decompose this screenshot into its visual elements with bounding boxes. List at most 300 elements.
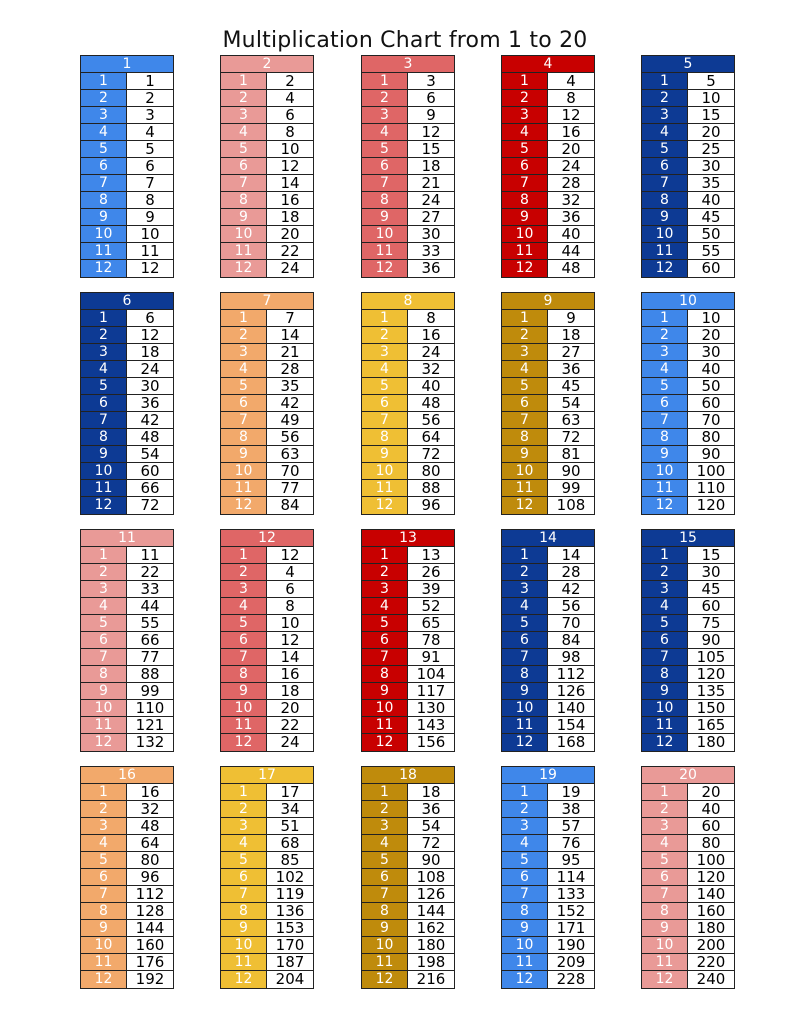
table-row <box>81 886 173 903</box>
product-cell: 16 <box>267 192 313 208</box>
multiplier-cell: 10 <box>362 937 408 953</box>
table-row <box>221 615 313 632</box>
table-header: 15 <box>642 530 734 547</box>
table-row <box>642 497 734 514</box>
multiplier-cell: 6 <box>362 158 408 174</box>
multiplier-cell: 1 <box>502 73 548 89</box>
table-row <box>81 734 173 751</box>
multiplier-cell: 5 <box>81 141 127 157</box>
table-row <box>362 497 454 514</box>
product-cell: 28 <box>267 361 313 377</box>
table-row <box>642 615 734 632</box>
table-row <box>642 886 734 903</box>
multiplier-cell: 5 <box>642 378 688 394</box>
product-cell: 110 <box>688 480 734 496</box>
table-row <box>362 175 454 192</box>
table-row <box>221 632 313 649</box>
product-cell: 10 <box>688 310 734 326</box>
multiplier-cell: 2 <box>642 327 688 343</box>
multiplier-cell: 3 <box>221 344 267 360</box>
multiplier-cell: 6 <box>642 395 688 411</box>
product-cell: 80 <box>688 429 734 445</box>
multiplier-cell: 1 <box>362 547 408 563</box>
table-row <box>362 243 454 260</box>
table-row <box>81 683 173 700</box>
table-row <box>221 903 313 920</box>
multiplier-cell: 4 <box>502 598 548 614</box>
product-cell: 27 <box>548 344 594 360</box>
multiplier-cell: 9 <box>362 446 408 462</box>
multiplier-cell: 9 <box>221 683 267 699</box>
multiplier-cell: 2 <box>81 90 127 106</box>
product-cell: 12 <box>267 632 313 648</box>
product-cell: 34 <box>267 801 313 817</box>
table-row <box>81 141 173 158</box>
product-cell: 40 <box>688 192 734 208</box>
multiplier-cell: 8 <box>81 192 127 208</box>
table-row <box>642 632 734 649</box>
product-cell: 11 <box>127 243 173 259</box>
table-row <box>642 920 734 937</box>
multiplier-cell: 5 <box>502 615 548 631</box>
multiplier-cell: 5 <box>362 141 408 157</box>
product-cell: 119 <box>267 886 313 902</box>
times-table-20 <box>641 766 735 989</box>
table-row <box>502 903 594 920</box>
multiplier-cell: 8 <box>642 903 688 919</box>
multiplier-cell: 2 <box>221 327 267 343</box>
times-table-16 <box>80 766 174 989</box>
product-cell: 3 <box>408 73 454 89</box>
times-table-6 <box>80 292 174 515</box>
multiplier-cell: 1 <box>642 784 688 800</box>
product-cell: 65 <box>408 615 454 631</box>
product-cell: 105 <box>688 649 734 665</box>
multiplier-cell: 9 <box>642 920 688 936</box>
product-cell: 30 <box>688 158 734 174</box>
product-cell: 165 <box>688 717 734 733</box>
table-header: 3 <box>362 56 454 73</box>
multiplier-cell: 4 <box>221 835 267 851</box>
multiplier-cell: 8 <box>221 192 267 208</box>
table-row <box>502 615 594 632</box>
multiplier-cell: 10 <box>502 937 548 953</box>
table-row <box>362 903 454 920</box>
table-row <box>362 260 454 277</box>
product-cell: 20 <box>688 784 734 800</box>
multiplier-cell: 10 <box>502 463 548 479</box>
product-cell: 20 <box>688 327 734 343</box>
product-cell: 170 <box>267 937 313 953</box>
multiplier-cell: 12 <box>502 734 548 751</box>
table-row <box>221 683 313 700</box>
multiplier-cell: 9 <box>502 209 548 225</box>
table-row <box>221 564 313 581</box>
multiplier-cell: 6 <box>362 395 408 411</box>
table-row <box>81 564 173 581</box>
multiplier-cell: 7 <box>502 886 548 902</box>
multiplier-cell: 6 <box>221 869 267 885</box>
table-row <box>502 395 594 412</box>
multiplier-cell: 12 <box>81 260 127 277</box>
multiplier-cell: 10 <box>362 700 408 716</box>
multiplier-cell: 2 <box>81 327 127 343</box>
times-table-3 <box>361 55 455 278</box>
multiplier-cell: 3 <box>642 107 688 123</box>
product-cell: 54 <box>127 446 173 462</box>
multiplier-cell: 9 <box>502 920 548 936</box>
product-cell: 28 <box>548 175 594 191</box>
multiplier-cell: 9 <box>502 446 548 462</box>
multiplier-cell: 2 <box>502 564 548 580</box>
multiplier-cell: 10 <box>502 226 548 242</box>
multiplier-cell: 5 <box>642 615 688 631</box>
multiplier-cell: 11 <box>81 480 127 496</box>
product-cell: 128 <box>127 903 173 919</box>
table-row <box>221 920 313 937</box>
multiplier-cell: 11 <box>81 954 127 970</box>
product-cell: 22 <box>267 717 313 733</box>
table-row <box>81 361 173 378</box>
table-row <box>81 615 173 632</box>
table-row <box>502 818 594 835</box>
multiplier-cell: 5 <box>81 852 127 868</box>
times-table-5 <box>641 55 735 278</box>
table-row <box>81 327 173 344</box>
product-cell: 18 <box>267 209 313 225</box>
multiplier-cell: 2 <box>221 564 267 580</box>
multiplier-cell: 3 <box>81 818 127 834</box>
product-cell: 99 <box>127 683 173 699</box>
table-row <box>221 937 313 954</box>
table-row <box>81 395 173 412</box>
multiplier-cell: 8 <box>362 192 408 208</box>
multiplier-cell: 5 <box>502 852 548 868</box>
product-cell: 5 <box>688 73 734 89</box>
product-cell: 35 <box>688 175 734 191</box>
table-row <box>362 818 454 835</box>
table-row <box>362 971 454 988</box>
multiplier-cell: 3 <box>502 818 548 834</box>
product-cell: 8 <box>408 310 454 326</box>
table-row <box>81 90 173 107</box>
multiplier-cell: 1 <box>81 784 127 800</box>
product-cell: 120 <box>688 666 734 682</box>
product-cell: 16 <box>267 666 313 682</box>
multiplier-cell: 2 <box>81 564 127 580</box>
multiplier-cell: 9 <box>642 446 688 462</box>
product-cell: 56 <box>548 598 594 614</box>
multiplier-cell: 11 <box>221 480 267 496</box>
product-cell: 112 <box>127 886 173 902</box>
table-row <box>362 73 454 90</box>
table-row <box>81 243 173 260</box>
table-row <box>362 801 454 818</box>
product-cell: 45 <box>688 209 734 225</box>
multiplier-cell: 12 <box>642 971 688 988</box>
product-cell: 156 <box>408 734 454 751</box>
multiplier-cell: 7 <box>362 412 408 428</box>
product-cell: 21 <box>267 344 313 360</box>
table-header: 6 <box>81 293 173 310</box>
product-cell: 90 <box>688 632 734 648</box>
multiplier-cell: 3 <box>81 107 127 123</box>
product-cell: 20 <box>548 141 594 157</box>
product-cell: 12 <box>127 260 173 277</box>
product-cell: 150 <box>688 700 734 716</box>
table-row <box>642 107 734 124</box>
multiplier-cell: 11 <box>81 243 127 259</box>
product-cell: 32 <box>548 192 594 208</box>
table-row <box>502 192 594 209</box>
product-cell: 126 <box>408 886 454 902</box>
table-row <box>221 429 313 446</box>
table-row <box>502 954 594 971</box>
table-row <box>81 632 173 649</box>
multiplier-cell: 6 <box>642 632 688 648</box>
product-cell: 78 <box>408 632 454 648</box>
table-row <box>81 429 173 446</box>
table-row <box>502 412 594 429</box>
multiplier-cell: 7 <box>362 886 408 902</box>
multiplier-cell: 10 <box>221 937 267 953</box>
product-cell: 30 <box>688 344 734 360</box>
product-cell: 60 <box>688 260 734 277</box>
product-cell: 96 <box>127 869 173 885</box>
table-row <box>362 717 454 734</box>
multiplier-cell: 11 <box>502 480 548 496</box>
multiplier-cell: 10 <box>502 700 548 716</box>
multiplier-cell: 9 <box>81 209 127 225</box>
table-header: 16 <box>81 767 173 784</box>
multiplier-cell: 3 <box>221 107 267 123</box>
table-row <box>642 649 734 666</box>
product-cell: 133 <box>548 886 594 902</box>
times-table-18 <box>361 766 455 989</box>
table-row <box>502 429 594 446</box>
table-header: 13 <box>362 530 454 547</box>
multiplier-cell: 12 <box>221 497 267 514</box>
product-cell: 190 <box>548 937 594 953</box>
table-row <box>81 835 173 852</box>
multiplier-cell: 12 <box>642 260 688 277</box>
table-header: 9 <box>502 293 594 310</box>
multiplier-cell: 11 <box>502 243 548 259</box>
table-row <box>362 361 454 378</box>
table-row <box>642 344 734 361</box>
times-table-13 <box>361 529 455 752</box>
product-cell: 24 <box>548 158 594 174</box>
table-row <box>642 243 734 260</box>
product-cell: 102 <box>267 869 313 885</box>
table-row <box>362 649 454 666</box>
multiplier-cell: 2 <box>642 564 688 580</box>
product-cell: 63 <box>548 412 594 428</box>
table-row <box>81 801 173 818</box>
product-cell: 42 <box>267 395 313 411</box>
product-cell: 54 <box>408 818 454 834</box>
table-row <box>362 683 454 700</box>
product-cell: 14 <box>267 327 313 343</box>
product-cell: 66 <box>127 480 173 496</box>
multiplier-cell: 5 <box>362 378 408 394</box>
product-cell: 6 <box>267 581 313 597</box>
table-row <box>362 564 454 581</box>
product-cell: 76 <box>548 835 594 851</box>
multiplier-cell: 6 <box>502 632 548 648</box>
product-cell: 16 <box>408 327 454 343</box>
table-row <box>502 869 594 886</box>
multiplier-cell: 4 <box>502 124 548 140</box>
table-row <box>362 90 454 107</box>
product-cell: 160 <box>127 937 173 953</box>
multiplier-cell: 3 <box>81 344 127 360</box>
product-cell: 187 <box>267 954 313 970</box>
product-cell: 9 <box>548 310 594 326</box>
multiplier-cell: 6 <box>81 869 127 885</box>
table-row <box>221 446 313 463</box>
table-row <box>221 480 313 497</box>
product-cell: 4 <box>127 124 173 140</box>
product-cell: 63 <box>267 446 313 462</box>
table-row <box>502 784 594 801</box>
product-cell: 98 <box>548 649 594 665</box>
table-row <box>362 412 454 429</box>
product-cell: 9 <box>408 107 454 123</box>
multiplier-cell: 6 <box>81 395 127 411</box>
product-cell: 24 <box>127 361 173 377</box>
product-cell: 84 <box>548 632 594 648</box>
table-row <box>81 226 173 243</box>
table-row <box>642 310 734 327</box>
table-row <box>221 107 313 124</box>
times-table-17 <box>220 766 314 989</box>
table-row <box>642 463 734 480</box>
multiplier-cell: 9 <box>362 683 408 699</box>
table-row <box>642 852 734 869</box>
product-cell: 80 <box>688 835 734 851</box>
multiplier-cell: 1 <box>502 547 548 563</box>
product-cell: 24 <box>408 192 454 208</box>
table-row <box>502 835 594 852</box>
multiplier-cell: 4 <box>362 124 408 140</box>
multiplier-cell: 8 <box>81 666 127 682</box>
table-row <box>502 243 594 260</box>
product-cell: 48 <box>408 395 454 411</box>
multiplier-cell: 10 <box>362 463 408 479</box>
multiplier-cell: 12 <box>362 260 408 277</box>
multiplier-cell: 10 <box>642 937 688 953</box>
table-row <box>502 700 594 717</box>
product-cell: 198 <box>408 954 454 970</box>
product-cell: 8 <box>548 90 594 106</box>
table-row <box>642 835 734 852</box>
table-row <box>221 327 313 344</box>
multiplier-cell: 6 <box>221 158 267 174</box>
multiplier-cell: 7 <box>642 175 688 191</box>
table-row <box>502 73 594 90</box>
table-row <box>81 784 173 801</box>
product-cell: 64 <box>127 835 173 851</box>
multiplier-cell: 7 <box>221 886 267 902</box>
product-cell: 72 <box>127 497 173 514</box>
product-cell: 144 <box>127 920 173 936</box>
multiplier-cell: 6 <box>362 869 408 885</box>
product-cell: 100 <box>688 463 734 479</box>
product-cell: 24 <box>408 344 454 360</box>
multiplier-cell: 7 <box>642 412 688 428</box>
product-cell: 70 <box>548 615 594 631</box>
product-cell: 48 <box>127 429 173 445</box>
multiplier-cell: 8 <box>81 903 127 919</box>
product-cell: 112 <box>548 666 594 682</box>
table-row <box>362 547 454 564</box>
product-cell: 12 <box>548 107 594 123</box>
multiplier-cell: 12 <box>502 971 548 988</box>
product-cell: 50 <box>688 378 734 394</box>
table-row <box>362 480 454 497</box>
product-cell: 204 <box>267 971 313 988</box>
table-row <box>642 683 734 700</box>
multiplier-cell: 1 <box>81 547 127 563</box>
product-cell: 45 <box>548 378 594 394</box>
table-row <box>81 446 173 463</box>
multiplier-cell: 2 <box>502 801 548 817</box>
multiplier-cell: 6 <box>81 632 127 648</box>
product-cell: 95 <box>548 852 594 868</box>
table-row <box>362 192 454 209</box>
multiplier-cell: 3 <box>502 581 548 597</box>
multiplier-cell: 9 <box>362 209 408 225</box>
product-cell: 3 <box>127 107 173 123</box>
table-row <box>81 73 173 90</box>
table-row <box>81 158 173 175</box>
table-header: 18 <box>362 767 454 784</box>
multiplier-cell: 8 <box>642 429 688 445</box>
multiplier-cell: 4 <box>642 124 688 140</box>
multiplier-cell: 6 <box>81 158 127 174</box>
multiplier-cell: 2 <box>362 801 408 817</box>
multiplier-cell: 8 <box>502 666 548 682</box>
table-row <box>221 141 313 158</box>
multiplier-cell: 12 <box>81 734 127 751</box>
table-row <box>362 463 454 480</box>
table-row <box>502 158 594 175</box>
table-row <box>502 107 594 124</box>
multiplier-cell: 11 <box>642 243 688 259</box>
table-row <box>81 412 173 429</box>
product-cell: 20 <box>688 124 734 140</box>
multiplier-cell: 9 <box>221 446 267 462</box>
table-row <box>642 734 734 751</box>
product-cell: 30 <box>688 564 734 580</box>
multiplier-cell: 4 <box>502 835 548 851</box>
multiplier-cell: 5 <box>642 852 688 868</box>
table-row <box>642 598 734 615</box>
table-row <box>362 310 454 327</box>
product-cell: 120 <box>688 869 734 885</box>
table-row <box>81 869 173 886</box>
product-cell: 55 <box>688 243 734 259</box>
table-header: 7 <box>221 293 313 310</box>
table-row <box>362 734 454 751</box>
product-cell: 36 <box>408 260 454 277</box>
multiplier-cell: 10 <box>81 937 127 953</box>
table-row <box>362 141 454 158</box>
table-row <box>221 463 313 480</box>
product-cell: 22 <box>127 564 173 580</box>
multiplier-cell: 3 <box>642 818 688 834</box>
